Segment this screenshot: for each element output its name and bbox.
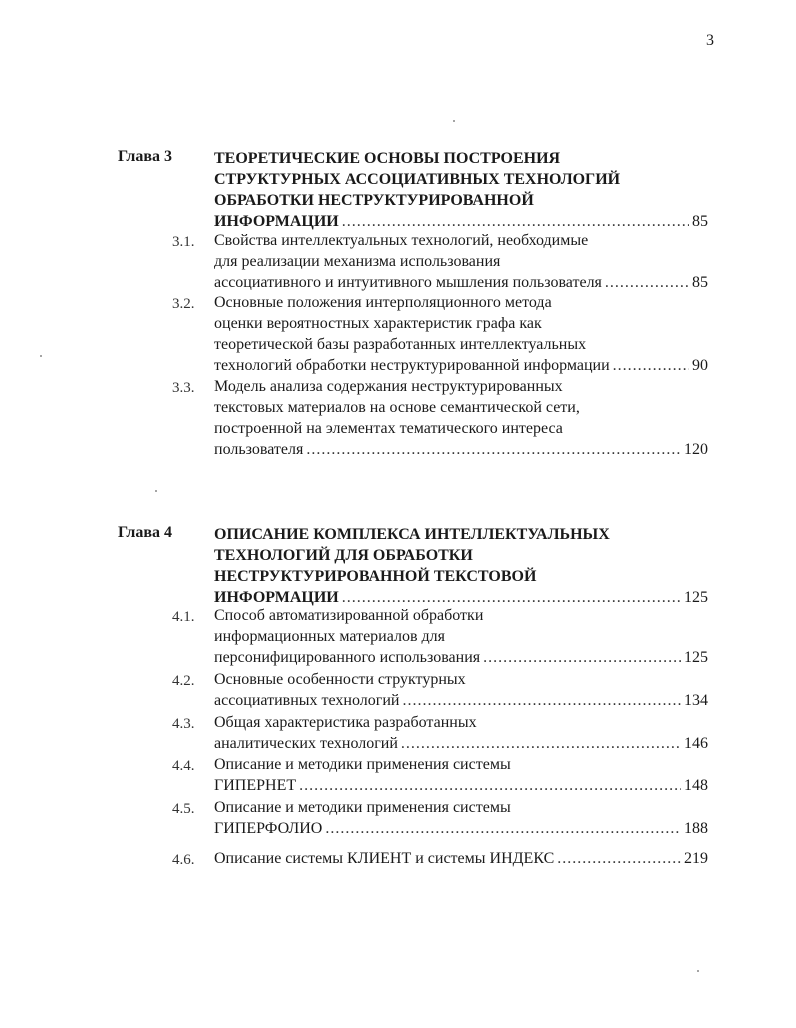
scan-speck [40,355,42,357]
section-line: Описание и методики применения системы [214,799,511,816]
section-last-line: технологий обработки неструктурированной информации [214,357,610,374]
dot-leader [557,848,681,869]
toc-entry-line [214,690,708,711]
page-ref: 146 [684,735,708,752]
section-text [214,376,708,460]
section-line: информационных материалов для [214,628,445,645]
page-number: 3 [706,32,714,49]
dot-leader [613,355,689,376]
toc-entry-line [214,355,708,376]
dot-leader [306,439,681,460]
section-last-line: ассоциативного и интуитивного мышления пользователя [214,274,602,291]
section-text [214,230,708,293]
chapter-title-last-line: ИНФОРМАЦИИ [214,213,339,230]
toc-entry-line [214,439,708,460]
section-number: 3.3. [172,380,195,396]
page-ref: 125 [684,649,708,666]
section-number: 3.1. [172,234,195,250]
dot-leader [402,690,681,711]
scan-speck [155,490,157,492]
section-last-line: ассоциативных технологий [214,692,400,709]
section-number: 4.3. [172,716,195,732]
page-ref: 90 [692,357,708,374]
page-ref: 148 [684,777,708,794]
section-line: Основные особенности структурных [214,671,466,688]
toc-entry-line [214,733,708,754]
chapter-title-line: ТЕХНОЛОГИЙ ДЛЯ ОБРАБОТКИ [214,547,473,564]
page-ref: 125 [684,589,708,606]
dot-leader [342,211,689,232]
chapter-title-line: НЕСТРУКТУРИРОВАННОЙ ТЕКСТОВОЙ [214,568,537,585]
scan-speck [453,120,455,122]
section-last-line: персонифицированного использования [214,649,481,666]
chapter-title-line: СТРУКТУРНЫХ АССОЦИАТИВНЫХ ТЕХНОЛОГИЙ [214,171,621,188]
page-ref: 219 [684,850,708,867]
toc-entry-line [214,272,708,293]
section-line: Свойства интеллектуальных технологий, необходимые [214,232,589,249]
section-last-line: пользователя [214,441,304,458]
section-text [214,848,708,869]
section-text [214,292,708,376]
section-text [214,605,708,668]
section-text [214,669,708,711]
chapter-title [214,148,708,232]
dot-leader [325,818,681,839]
dot-leader [605,272,689,293]
scan-speck [697,970,699,972]
section-number: 3.2. [172,296,195,312]
page-ref: 134 [684,692,708,709]
section-line: оценки вероятностных характеристик графа как [214,315,542,332]
page-ref: 85 [692,213,708,230]
chapter-title-line: ТЕОРЕТИЧЕСКИЕ ОСНОВЫ ПОСТРОЕНИЯ [214,150,561,167]
section-text [214,754,708,796]
page-ref: 188 [684,820,708,837]
section-line: теоретической базы разработанных интеллектуальных [214,336,587,353]
section-last-line: аналитических технологий [214,735,398,752]
chapter-label: Глава 3 [118,148,172,165]
chapter-title-line: ОБРАБОТКИ НЕСТРУКТУРИРОВАННОЙ [214,192,534,209]
section-number: 4.6. [172,852,195,868]
chapter-title-line: ОПИСАНИЕ КОМПЛЕКСА ИНТЕЛЛЕКТУАЛЬНЫХ [214,526,610,543]
section-line: Описание и методики применения системы [214,756,511,773]
page-ref: 85 [692,274,708,291]
section-last-line: ГИПЕРФОЛИО [214,820,323,837]
section-last-line: Описание системы КЛИЕНТ и системы ИНДЕКС [214,850,555,867]
toc-entry-line [214,818,708,839]
section-line: Основные положения интерполяционного метода [214,294,552,311]
dot-leader [483,647,681,668]
toc-entry-line [214,211,708,232]
toc-entry-line [214,848,708,869]
dot-leader [299,775,681,796]
section-text [214,797,708,839]
toc-entry-line [214,647,708,668]
toc-entry-line [214,775,708,796]
page-ref: 120 [684,441,708,458]
section-last-line: ГИПЕРНЕТ [214,777,297,794]
section-line: для реализации механизма использования [214,253,501,270]
chapter-label: Глава 4 [118,524,172,541]
section-number: 4.4. [172,758,195,774]
chapter-title-last-line: ИНФОРМАЦИИ [214,589,339,606]
section-number: 4.2. [172,673,195,689]
section-line: Общая характеристика разработанных [214,714,477,731]
section-text [214,712,708,754]
section-line: текстовых материалов на основе семантической сети, [214,399,580,416]
section-line: построенной на элементах тематического интереса [214,420,563,437]
section-line: Способ автоматизированной обработки [214,607,484,624]
section-line: Модель анализа содержания неструктурированных [214,378,563,395]
dot-leader [401,733,681,754]
chapter-title [214,524,708,608]
section-number: 4.5. [172,801,195,817]
section-number: 4.1. [172,609,195,625]
